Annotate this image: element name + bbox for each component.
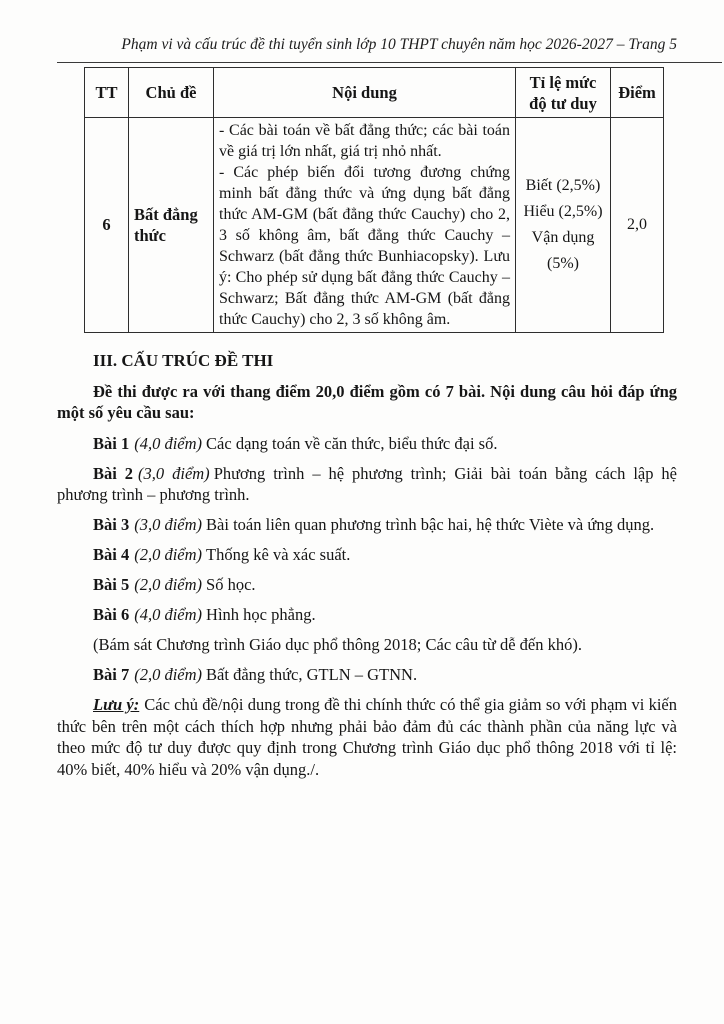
col-header-ratio: Tỉ lệ mức độ tư duy [516, 68, 611, 118]
ratio-line-apply: Vận dụng [531, 229, 595, 246]
body-text [57, 350, 677, 780]
exam-item-7 [57, 664, 677, 686]
col-header-tt: TT [85, 68, 129, 118]
exam-item-points: (4,0 điểm) [134, 433, 203, 453]
exam-item-text: Bất đẳng thức, GTLN – GTNN. [206, 665, 418, 684]
cell-content [214, 118, 516, 333]
content-paragraph-2: - Các phép biến đổi tương đương chứng minh bất đẳng thức và ứng dụng bất đẳng thức AM-GM (bất đẳng thức Cauchy) cho 2, 3 số không âm, bất đẳng thức Cauchy – Schwarz (bất đẳng thức Bunhiacopsky). Lưu ý: Cho phép sử dụng bất đẳng thức Cauchy – Schwarz; Bất đẳng thức AM-GM (bất đẳng thức Cauchy) cho 2, 3 số không âm. [219, 164, 510, 328]
exam-item-label: Bài 3 [93, 515, 130, 534]
exam-item-points: (4,0 điểm) [134, 605, 203, 624]
cell-ratio [516, 118, 611, 333]
ratio-line-apply-pct: (5%) [547, 255, 579, 272]
exam-item-label: Bài 6 [93, 605, 130, 624]
exam-item-text: Thống kê và xác suất. [206, 545, 351, 564]
exam-item-text: Số học. [206, 575, 256, 594]
exam-item-label: Bài 4 [93, 545, 130, 564]
final-note-text: Các chủ đề/nội dung trong đề thi chính thức có thể gia giảm so với phạm vi kiến thức bên trên một cách thích hợp nhưng phải bảo đảm đủ các thành phần của năng lực và theo mức độ tư duy được quy định trong Chương trình Giáo dục phổ thông 2018 với tỉ lệ: 40% biết, 40% hiểu và 20% vận dụng./. [57, 695, 677, 779]
exam-item-text: Bài toán liên quan phương trình bậc hai, hệ thức Viète và ứng dụng. [206, 515, 655, 534]
page-header [57, 35, 677, 55]
section-title: III. CẤU TRÚC ĐỀ THI [93, 351, 274, 370]
table-row [85, 118, 664, 333]
cell-score: 2,0 [611, 118, 664, 333]
cell-topic: Bất đẳng thức [129, 118, 214, 333]
exam-item-text: Các dạng toán về căn thức, biểu thức đại số. [206, 433, 498, 453]
col-header-content: Nội dung [214, 68, 516, 118]
exam-item-1 [57, 433, 677, 455]
exam-item-2 [57, 463, 677, 506]
program-note-text: (Bám sát Chương trình Giáo dục phổ thông 2018; Các câu từ dễ đến khó). [93, 635, 582, 654]
exam-item-label: Bài 7 [93, 665, 130, 684]
exam-item-4 [57, 544, 677, 566]
ratio-line-know: Biết (2,5%) [525, 177, 601, 194]
intro-paragraph: Đề thi được ra với thang điểm 20,0 điểm gồm có 7 bài. Nội dung câu hỏi đáp ứng một số yêu cầu sau: [57, 381, 677, 422]
exam-item-points: (3,0 điểm) [138, 463, 210, 483]
exam-scope-table [84, 67, 664, 333]
exam-item-label: Bài 2 [93, 463, 134, 483]
exam-item-5 [57, 574, 677, 596]
col-header-topic: Chủ đề [129, 68, 214, 118]
final-note [57, 694, 677, 780]
exam-item-6 [57, 604, 677, 626]
exam-item-points: (3,0 điểm) [134, 515, 203, 534]
header-rule-divider [57, 62, 722, 63]
exam-item-3 [57, 514, 677, 536]
cell-tt: 6 [85, 118, 129, 333]
exam-item-label: Bài 1 [93, 433, 130, 453]
exam-item-text: Hình học phẳng. [206, 605, 316, 624]
exam-item-text: Phương trình – hệ phương trình; Giải bài toán bằng cách lập hệ phương trình – phương trình. [57, 463, 677, 504]
page-header-text: Phạm vi và cấu trúc đề thi tuyển sinh lớp 10 THPT chuyên năm học 2026-2027 – Trang 5 [121, 36, 677, 53]
content-paragraph-1: - Các bài toán về bất đẳng thức; các bài toán về giá trị lớn nhất, giá trị nhỏ nhất. [219, 122, 510, 160]
col-header-score: Điểm [611, 68, 664, 118]
ratio-line-understand: Hiểu (2,5%) [523, 203, 603, 220]
program-note [57, 634, 677, 656]
exam-item-points: (2,0 điểm) [134, 545, 203, 564]
exam-item-label: Bài 5 [93, 575, 130, 594]
table-header-row [85, 68, 664, 118]
exam-item-points: (2,0 điểm) [134, 575, 203, 594]
final-note-label: Lưu ý: [93, 695, 140, 714]
exam-item-points: (2,0 điểm) [134, 665, 203, 684]
